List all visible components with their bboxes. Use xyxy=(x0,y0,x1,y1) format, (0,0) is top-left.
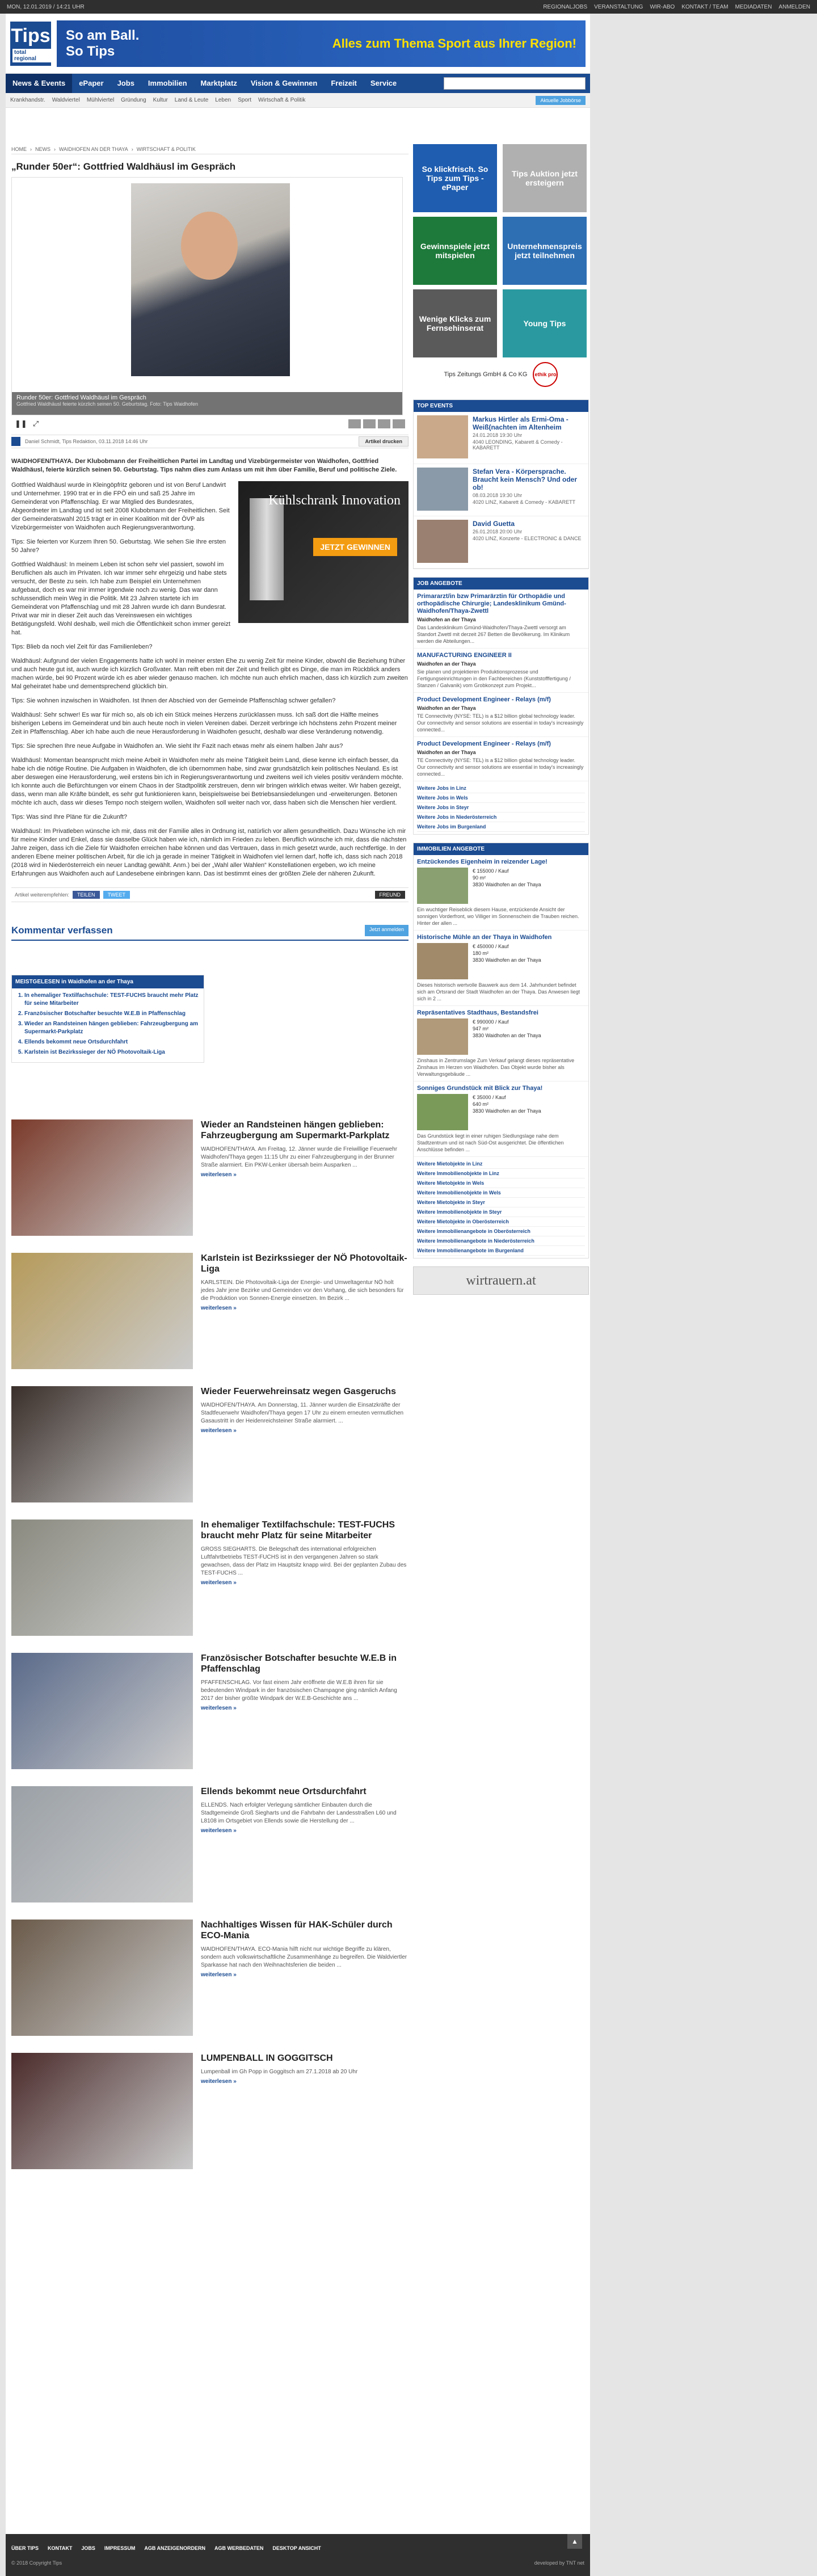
stream-text xyxy=(201,1253,408,1369)
article-paragraph: Waldhäusl: Aufgrund der vielen Engagements hatte ich wohl in meiner ersten Ehe zu wenig Zeit für meine Kinder, obwohl die Beziehung früher und auch heute gut ist, auch wurde ich kürzlich Großvater. Man reift eben mit der Zeit und freilich gibt es Dinge, die man im Rückblick anders machen würde, bei 90 Prozent würde ich es aber wieder genauso machen. Ich möchte nun auch ehrlich machen, dass ich kürzlich zum zweiten Mal geheiratet habe und dementsprechend glücklich bin. xyxy=(11,658,408,690)
job-item[interactable] xyxy=(414,693,588,737)
sidebar-ad-tile[interactable]: Unternehmenspreis jetzt teilnehmen xyxy=(503,217,587,285)
stream-thumb[interactable] xyxy=(11,1253,193,1369)
stream-text xyxy=(201,1920,408,2036)
estate-size: 180 m² xyxy=(473,950,489,956)
estate-info xyxy=(473,868,541,904)
footer-link[interactable]: JOBS xyxy=(81,2545,95,2551)
article-body xyxy=(11,481,408,878)
top-bar xyxy=(0,0,817,14)
gallery-thumbs xyxy=(348,419,405,428)
sidebar-ads xyxy=(413,144,589,357)
stream-item[interactable] xyxy=(11,1653,408,1769)
estate-title: IMMOBILIEN ANGEBOTE xyxy=(414,843,588,855)
estate-title[interactable]: Entzückendes Eigenheim in reizender Lage! xyxy=(417,858,548,865)
stream-text xyxy=(201,1786,408,1902)
read-more-link[interactable]: weiterlesen » xyxy=(201,1828,237,1834)
estate-link[interactable]: Weitere Mietobjekte in Steyr xyxy=(417,1198,585,1207)
gallery-thumb[interactable] xyxy=(363,419,376,428)
search-input[interactable] xyxy=(444,77,586,90)
inline-ad-button[interactable]: JETZT GEWINNEN xyxy=(313,538,397,556)
share-bar xyxy=(11,887,408,902)
read-more-link[interactable]: weiterlesen » xyxy=(201,1305,237,1311)
footer-link[interactable]: AGB WERBEDATEN xyxy=(214,2545,264,2551)
caption-title: Runder 50er: Gottfried Waldhäusl im Gespräch xyxy=(16,394,146,401)
estate-info xyxy=(473,1018,541,1055)
event-info xyxy=(473,415,585,460)
most-read-item[interactable]: 4. Ellends bekommt neue Ortsdurchfahrt xyxy=(24,1038,200,1046)
article-title: „Runder 50er“: Gottfried Waldhäusl im Gespräch xyxy=(11,161,236,172)
photo-caption xyxy=(12,392,402,415)
newsletter-button[interactable]: Aktuelle Jobbörse xyxy=(536,96,586,105)
estate-size: 947 m² xyxy=(473,1026,489,1032)
jobs-box xyxy=(413,577,589,835)
stream-text xyxy=(201,1119,408,1236)
portrait-face xyxy=(181,212,238,280)
date-label: MON, 12.01.2019 / 14:21 UHR xyxy=(7,3,85,10)
stream-excerpt: ELLENDS. Nach erfolgter Verlegung sämtlicher Einbauten durch die Stadtgemeinde Groß Siegharts und die Fahrbahn der Landesstraßen L60 und L8108 im Ortsgebiet von Ellends sowie die Herstellung der ... xyxy=(201,1802,397,1824)
partner-block xyxy=(413,357,589,392)
estate-link[interactable]: Weitere Mietobjekte in Wels xyxy=(417,1178,585,1188)
stream-thumb[interactable] xyxy=(11,1786,193,1902)
stream-text xyxy=(201,2053,357,2169)
breadcrumb-sep: › xyxy=(54,146,56,152)
stream-title[interactable]: In ehemaliger Textilfachschule: TEST-FUCHS braucht mehr Platz für seine Mitarbeiter xyxy=(201,1520,395,1540)
estate-link[interactable]: Weitere Immobilienobjekte in Wels xyxy=(417,1188,585,1198)
estate-item[interactable] xyxy=(414,931,588,1006)
article-photo[interactable] xyxy=(11,177,403,415)
read-more-link[interactable]: weiterlesen » xyxy=(201,1972,237,1978)
stream-thumb[interactable] xyxy=(11,1386,193,1502)
events-list xyxy=(414,412,588,569)
stream-title[interactable]: Nachhaltiges Wissen für HAK-Schüler durch ECO-Mania xyxy=(201,1920,393,1941)
nav-vision[interactable]: Vision & Gewinnen xyxy=(250,79,318,87)
subnav-item[interactable]: Krankhandstr. xyxy=(10,97,45,103)
article-paragraph: Tips: Sie wohnen inzwischen in Waidhofen. Ist Ihnen der Abschied von der Gemeinde Pfaffenschlag schwer gefallen? xyxy=(11,697,336,704)
top-links xyxy=(543,4,810,10)
footer-copy xyxy=(11,2560,584,2566)
subnav-item[interactable]: Wirtschaft & Politik xyxy=(258,97,306,103)
gallery-thumb[interactable] xyxy=(378,419,390,428)
estate-place: 3830 Waidhofen an der Thaya xyxy=(473,882,541,887)
inline-ad[interactable] xyxy=(238,481,408,623)
article-lead: WAIDHOFEN/THAYA. Der Klubobmann der Freiheitlichen Partei im Landtag und Vizebürgermeister von Waidhofen, Gottfried Waldhäusl, feierte kürzlich seinen 50. Geburtstag. Tips nahm dies zum Anlass um mit ihm über Familie, Beruf und politische Ziele. xyxy=(11,458,397,473)
nav-immobilien[interactable]: Immobilien xyxy=(148,79,187,87)
most-read-item[interactable]: 3. Wieder an Randsteinen hängen geblieben: Fahrzeugbergung am Supermarkt-Parkplatz xyxy=(24,1020,200,1036)
event-item[interactable] xyxy=(414,516,588,569)
estate-item[interactable] xyxy=(414,1081,588,1157)
nav-jobs[interactable]: Jobs xyxy=(117,79,134,87)
event-date: 24.01.2018 19:30 Uhr xyxy=(473,432,523,438)
estate-link[interactable]: Weitere Immobilienobjekte in Steyr xyxy=(417,1207,585,1217)
jobs-title: JOB ANGEBOTE xyxy=(414,578,588,590)
estate-links xyxy=(414,1157,588,1258)
footer xyxy=(6,2534,590,2576)
estate-row xyxy=(417,1018,585,1055)
estate-description: Ein wuchtiger Reiseblick diesem Hause, entzückende Ansicht der sonnigen Vorderfront, wo Villiger im Sonnenschein die Trauben reichen. Hinter der allen ... xyxy=(417,907,579,926)
job-location: Waidhofen an der Thaya xyxy=(417,750,476,755)
job-item[interactable] xyxy=(414,737,588,781)
estate-info xyxy=(473,943,541,979)
estate-price: € 990000 / Kauf xyxy=(473,1019,509,1025)
stream-item[interactable] xyxy=(11,1519,408,1636)
nav-marktplatz[interactable]: Marktplatz xyxy=(200,79,237,87)
job-link[interactable]: Weitere Jobs im Burgenland xyxy=(417,822,585,832)
estate-image[interactable] xyxy=(417,943,468,979)
event-title[interactable]: Markus Hirtler als Ermi-Oma - Weiß(nachten im Altenheim xyxy=(473,415,568,431)
estate-link[interactable]: Weitere Mietobjekte in Linz xyxy=(417,1159,585,1169)
breadcrumb-item[interactable]: NEWS xyxy=(35,146,50,152)
main-nav xyxy=(6,74,590,93)
estate-row xyxy=(417,868,585,904)
read-more-link[interactable]: weiterlesen » xyxy=(201,2078,237,2085)
subnav-item[interactable]: Kultur xyxy=(153,97,168,103)
stream-excerpt: WAIDHOFEN/THAYA. Am Donnerstag, 11. Jänner wurden die Einsatzkräfte der Stadtfeuerwehr Waidhofen/Thaya gegen 17 Uhr zu einem erneuten vermutlichen Gasaustritt in der Heidenreichsteiner Straße alarmiert. ... xyxy=(201,1402,404,1424)
estate-size: 90 m² xyxy=(473,875,486,881)
estate-link[interactable]: Weitere Immobilienangebote in Oberösterreich xyxy=(417,1227,585,1236)
footer-link[interactable]: AGB ANZEIGENORDERN xyxy=(144,2545,206,2551)
article-image xyxy=(131,183,290,376)
event-image[interactable] xyxy=(417,468,468,511)
top-events-title: TOP EVENTS xyxy=(414,400,588,412)
right-gutter xyxy=(590,14,817,2576)
estate-info xyxy=(473,1094,541,1130)
main-column xyxy=(11,144,408,2186)
subnav-item[interactable]: Waldviertel xyxy=(52,97,80,103)
pause-icon[interactable]: ❚❚ xyxy=(15,419,27,428)
stream-thumb[interactable] xyxy=(11,1920,193,2036)
breadcrumb-item[interactable]: WIRTSCHAFT & POLITIK xyxy=(136,146,196,152)
gallery-controls xyxy=(11,415,408,432)
estate-size: 640 m² xyxy=(473,1101,489,1107)
stream-item[interactable] xyxy=(11,1786,408,1902)
author-text: Daniel Schmidt, Tips Redaktion, 03.11.2018 14:46 Uhr xyxy=(25,439,148,444)
job-description: TE Connectivity (NYSE: TEL) is a $12 billion global technology leader. Our connectivity and sensor solutions are essential in today's increasingly connected... xyxy=(417,757,584,777)
event-place: 4040 LEONDING, Kabarett & Comedy - KABARETT xyxy=(473,439,563,451)
stream-text xyxy=(201,1653,408,1769)
estate-link[interactable]: Weitere Mietobjekte in Oberösterreich xyxy=(417,1217,585,1227)
top-link[interactable]: MEDIADATEN xyxy=(735,3,772,10)
job-description: Das Landesklinikum Gmünd-Waidhofen/Thaya-Zwettl versorgt am Standort Zwettl mit derzeit 267 Betten die Bevölkerung. Im Klinikum werden die Abteilungen... xyxy=(417,625,570,644)
most-read-item[interactable]: 2. Französischer Botschafter besuchte W.E.B in Pfaffenschlag xyxy=(24,1010,200,1018)
search-icon[interactable]: ⚲ xyxy=(569,79,575,87)
article-paragraph: Gottfried Waldhäusl: In meinem Leben ist schon sehr viel passiert, sowohl im Beruflichen als auch im Privaten. Ich war immer sehr ehrgeizig und habe stets versucht, der Beste zu sein. Ich habe zum Beispiel ein Unternehmen aufgebaut, doch es war mir immer irgendwie noch zu wenig. Das war dann schlussendlich mein Weg in die Politik. Mit 23 Jahren startete ich im Gemeinderat von Pfaffenschlag und mit 28 Jahren wurde ich dann Bundesrat. Privat war mir in dieser Zeit auch das Vereinswesen ein wichtiges Betätigungsfeld. Wohl deshalb, weil mich die Öffentlichkeit schon immer gereizt hat. xyxy=(11,561,231,636)
share-label: Artikel weiterempfehlen: xyxy=(15,892,70,898)
footer-link[interactable]: KONTAKT xyxy=(48,2545,73,2551)
most-read-title: MEISTGELESEN in Waidhofen an der Thaya xyxy=(12,975,204,988)
estate-item[interactable] xyxy=(414,855,588,931)
login-link[interactable]: ANMELDEN xyxy=(778,3,810,10)
job-link[interactable]: Weitere Jobs in Linz xyxy=(417,784,585,793)
stream-thumb[interactable] xyxy=(11,2053,193,2169)
top-link[interactable]: KONTAKT / TEAM xyxy=(681,3,728,10)
estate-image[interactable] xyxy=(417,868,468,904)
sidebar-ad-tile[interactable]: Gewinnspiele jetzt mitspielen xyxy=(413,217,497,285)
fullscreen-icon[interactable]: ⤢ xyxy=(32,419,39,428)
logo-subtext: total regional xyxy=(12,49,51,62)
job-link[interactable]: Weitere Jobs in Steyr xyxy=(417,803,585,813)
subnav-item[interactable]: Gründung xyxy=(121,97,146,103)
wirtrauern-banner[interactable]: wirtrauern.at xyxy=(413,1266,589,1295)
estate-description: Das Grundstück liegt in einer ruhigen Siedlungslage nahe dem Stadtzentrum und ist nach Süd-Ost ausgerichtet. Die öffentlichen Anschlüsse befinden ... xyxy=(417,1133,564,1152)
estate-title[interactable]: Sonniges Grundstück mit Blick zur Thaya! xyxy=(417,1085,543,1092)
nav-news-events[interactable]: News & Events xyxy=(6,74,72,93)
sidebar-ad-tile[interactable]: Tips Auktion jetzt ersteigern xyxy=(503,144,587,212)
estate-image[interactable] xyxy=(417,1018,468,1055)
estate-price: € 155000 / Kauf xyxy=(473,868,509,874)
event-place: 4020 LINZ, Konzerte - ELECTRONIC & DANCE xyxy=(473,536,582,541)
event-date: 26.01.2018 20:00 Uhr xyxy=(473,529,523,534)
stream-title[interactable]: Ellends bekommt neue Ortsdurchfahrt xyxy=(201,1787,367,1796)
estate-item[interactable] xyxy=(414,1006,588,1081)
event-title[interactable]: Stefan Vera - Körpersprache. Braucht kein Mensch? Und oder ob! xyxy=(473,468,578,491)
subnav-item[interactable]: Sport xyxy=(238,97,251,103)
job-description: Sie planen und projektieren Produktionsprozesse und Fertigungseinrichtungen in den Fachbereichen (Kunststofffertigung / Stanzen / Galvanik) vom Grobkonzept zum Projekt... xyxy=(417,669,571,688)
stream-item[interactable] xyxy=(11,1386,408,1502)
article-paragraph: Tips: Blieb da noch viel Zeit für das Familienleben? xyxy=(11,643,153,650)
header xyxy=(6,14,590,74)
developer-credit[interactable]: developed by TNT net xyxy=(534,2560,584,2566)
breadcrumb-item[interactable]: HOME xyxy=(11,146,27,152)
sidebar-ad-tile[interactable]: So klickfrisch. So Tips zum Tips - ePaper xyxy=(413,144,497,212)
stream-excerpt: GROSS SIEGHARTS. Die Belegschaft des international erfolgreichen Luftfahrtbetriebs TEST-FUCHS ist in den vergangenen Jahren so stark gewachsen, dass der Platz im Hauptsitz knapp wird. Bei der geplanten Zubau des TEST-FUCHS ... xyxy=(201,1546,407,1576)
sub-nav xyxy=(6,93,590,108)
comment-section xyxy=(11,925,408,941)
banner-right-text: Alles zum Thema Sport aus Ihrer Region! xyxy=(332,36,576,50)
event-date: 08.03.2018 19:30 Uhr xyxy=(473,493,523,498)
event-title[interactable]: David Guetta xyxy=(473,520,515,528)
gallery-thumb[interactable] xyxy=(348,419,361,428)
top-events-box xyxy=(413,399,589,569)
banner-left-text: So am Ball. So Tips xyxy=(66,27,140,59)
estate-place: 3830 Waidhofen an der Thaya xyxy=(473,1108,541,1114)
read-more-link[interactable]: weiterlesen » xyxy=(201,1580,237,1586)
job-location: Waidhofen an der Thaya xyxy=(417,705,476,711)
fridge-image xyxy=(250,498,284,600)
estate-link[interactable]: Weitere Immobilienangebote im Burgenland xyxy=(417,1246,585,1256)
nav-freizeit[interactable]: Freizeit xyxy=(331,79,357,87)
partner-name[interactable]: Tips Zeitungs GmbH & Co KG xyxy=(444,371,528,378)
estate-row xyxy=(417,943,585,979)
job-title[interactable]: Primararzt/in bzw Primarärztin für Orthopädie und orthopädische Chirurgie; Landesklinikum Gmünd-Waidhofen/Thaya-Zwettl xyxy=(417,593,566,614)
top-link[interactable]: VERANSTALTUNG xyxy=(594,3,643,10)
comment-title: Kommentar verfassen xyxy=(11,925,113,936)
subnav-item[interactable]: Mühlviertel xyxy=(86,97,115,103)
stream-thumb[interactable] xyxy=(11,1653,193,1769)
job-title[interactable]: Product Development Engineer - Relays (m/f) xyxy=(417,740,551,747)
read-more-link[interactable]: weiterlesen » xyxy=(201,1705,237,1711)
caption-subtitle: Gottfried Waldhäusl feierte kürzlich seinen 50. Geburtstag. Foto: Tips Waidhofen xyxy=(16,401,198,407)
estate-box xyxy=(413,843,589,1258)
stream-excerpt: PFAFFENSCHLAG. Vor fast einem Jahr eröffnete die W.E.B ihren für sie bedeutenden Windpark in der französischen Champagne ging nämlich Anfang 2017 der bisher größte Windpark der W.E.B-Geschichte ans ... xyxy=(201,1680,397,1702)
job-title[interactable]: MANUFACTURING ENGINEER II xyxy=(417,652,512,659)
stream-title[interactable]: Wieder Feuerwehreinsatz wegen Gasgeruchs xyxy=(201,1387,396,1396)
most-read-item[interactable]: 5. Karlstein ist Bezirkssieger der NÖ Photovoltaik-Liga xyxy=(24,1049,200,1057)
stream-item[interactable] xyxy=(11,1253,408,1369)
stream-text xyxy=(201,1386,408,1502)
estate-image[interactable] xyxy=(417,1094,468,1130)
article-paragraph: Tips: Was sind Ihre Pläne für die Zukunft? xyxy=(11,814,127,820)
author-avatar-icon xyxy=(11,437,20,446)
job-item[interactable] xyxy=(414,649,588,693)
stream-title[interactable]: Karlstein ist Bezirkssieger der NÖ Photovoltaik-Liga xyxy=(201,1253,407,1274)
sidebar-ad-tile[interactable]: Young Tips xyxy=(503,289,587,357)
tips-logo[interactable] xyxy=(10,22,51,66)
event-image[interactable] xyxy=(417,520,468,563)
subnav-item[interactable]: Land & Leute xyxy=(174,97,209,103)
breadcrumb xyxy=(11,144,408,154)
article-paragraph: Tips: Sie feierten vor Kurzem Ihren 50. Geburtstag. Wie sehen Sie Ihre ersten 50 Jahre? xyxy=(11,538,226,554)
most-read-item[interactable]: 1. In ehemaliger Textilfachschule: TEST-FUCHS braucht mehr Platz für seine Mitarbeiter xyxy=(24,992,200,1008)
article-paragraph: Waldhäusl: Sehr schwer! Es war für mich so, als ob ich ein Stück meines Herzens zurücklassen muss. Ich saß dort die Hälfte meines bisherigen Lebens im Gemeinderat und bin auch heute noch in vielen Vereinen dabei. Derzeit verbringe ich höchstens zehn Prozent meiner Zeit in Pfaffenschlag. Aber ich habe auch die neue Herausforderung in Waidhofen gesucht, deshalb war diese Veränderung notwendig. xyxy=(11,712,397,735)
stream-thumb[interactable] xyxy=(11,1119,193,1236)
job-item[interactable] xyxy=(414,590,588,649)
stream-excerpt: WAIDHOFEN/THAYA. Am Freitag, 12. Jänner wurde die Freiwillige Feuerwehr Waidhofen/Thaya gegen 11:15 Uhr zu einer Fahrzeugbergung in der Brunner Straße alarmiert. Ein PKW-Lenker übersah beim Ausparken ... xyxy=(201,1146,398,1168)
stream-text xyxy=(201,1519,408,1636)
event-place: 4020 LINZ, Kabarett & Comedy - KABARETT xyxy=(473,499,576,505)
back-to-top-button[interactable]: ▲ xyxy=(567,2534,582,2549)
event-item[interactable] xyxy=(414,464,588,516)
stream-excerpt: KARLSTEIN. Die Photovoltaik-Liga der Energie- und Umweltagentur NÖ holt jedes Jahr jene Bezirke und Gemeinden vor den Vorhang, die sich besonders für die Produktion von Sonnen-Energie einsetzen. Im Bezirk ... xyxy=(201,1279,404,1302)
print-button[interactable]: Artikel drucken xyxy=(359,436,408,447)
estate-title[interactable]: Repräsentatives Stadthaus, Bestandsfrei xyxy=(417,1009,538,1016)
estate-row xyxy=(417,1094,585,1130)
nav-service[interactable]: Service xyxy=(370,79,397,87)
author-line xyxy=(11,435,408,448)
event-image[interactable] xyxy=(417,415,468,458)
breadcrumb-sep: › xyxy=(131,146,133,152)
article-paragraph: Gottfried Waldhäusl wurde in Kleingöpfritz geboren und ist von Beruf Landwirt und Unternehmer. 1990 trat er in die FPÖ ein und saß 25 Jahre im Gemeinderat von Pfaffenschlag. Er war Mitglied des Bundesrates, Abgeordneter im Landtag und ist seit 2008 Klubobmann der Freiheitlichen. Seit der Gemeinderatswahl 2015 trägt er in einer Koalition mit der ÖVP als Vizebürgermeister von Waidhofen auch Regierungsverantwortung. xyxy=(11,482,230,531)
stream-item[interactable] xyxy=(11,2053,408,2169)
sidebar xyxy=(413,144,589,1295)
twitter-share-button[interactable]: TWEET xyxy=(103,891,130,899)
inline-ad-title: Kühlschrank Innovation xyxy=(268,493,401,508)
job-link[interactable]: Weitere Jobs in Niederösterreich xyxy=(417,813,585,822)
estate-link[interactable]: Weitere Immobilienangebote in Niederösterreich xyxy=(417,1236,585,1246)
read-more-link[interactable]: weiterlesen » xyxy=(201,1172,237,1178)
most-read-list xyxy=(12,988,204,1062)
header-banner-ad[interactable] xyxy=(57,20,586,67)
estate-price: € 450000 / Kauf xyxy=(473,944,509,949)
estate-title[interactable]: Historische Mühle an der Thaya in Waidhofen xyxy=(417,934,552,941)
stream-item[interactable] xyxy=(11,1119,408,1236)
logo-text: Tips xyxy=(11,24,50,47)
ethik-logo[interactable]: ethik pro xyxy=(533,362,558,387)
comment-login-button[interactable]: Jetzt anmelden xyxy=(365,925,408,936)
job-location: Waidhofen an der Thaya xyxy=(417,617,476,622)
event-item[interactable] xyxy=(414,412,588,464)
job-location: Waidhofen an der Thaya xyxy=(417,661,476,667)
job-description: TE Connectivity (NYSE: TEL) is a $12 billion global technology leader. Our connectivity and sensor solutions are essential in today's increasingly connected... xyxy=(417,713,584,733)
footer-link[interactable]: ÜBER TIPS xyxy=(11,2545,39,2551)
facebook-share-button[interactable]: TEILEN xyxy=(73,891,100,899)
breadcrumb-sep: › xyxy=(30,146,32,152)
copyright: © 2018 Copyright Tips xyxy=(11,2560,62,2566)
most-read-box xyxy=(11,975,204,1063)
event-info xyxy=(473,520,582,565)
estate-description: Dieses historisch wertvolle Bauwerk aus dem 14. Jahrhundert befindet sich am Ortsrand der Stadt Waidhofen an der Thaya. Das Anwesen liegt sich in 2 ... xyxy=(417,982,580,1001)
news-stream xyxy=(11,1119,408,2169)
read-more-link[interactable]: weiterlesen » xyxy=(201,1428,237,1434)
top-link[interactable]: REGIONALJOBS xyxy=(543,3,588,10)
job-links xyxy=(414,781,588,834)
top-link[interactable]: WIR-ABO xyxy=(650,3,675,10)
nav-epaper[interactable]: ePaper xyxy=(79,79,104,87)
footer-link[interactable]: DESKTOP ANSICHT xyxy=(272,2545,321,2551)
estate-price: € 35000 / Kauf xyxy=(473,1095,506,1100)
page-content xyxy=(6,14,590,2576)
event-info xyxy=(473,468,585,512)
estate-list xyxy=(414,855,588,1157)
gallery-thumb[interactable] xyxy=(393,419,405,428)
stream-item[interactable] xyxy=(11,1920,408,2036)
job-link[interactable]: Weitere Jobs in Wels xyxy=(417,793,585,803)
footer-link[interactable]: IMPRESSUM xyxy=(104,2545,136,2551)
estate-place: 3830 Waidhofen an der Thaya xyxy=(473,957,541,963)
estate-link[interactable]: Weitere Immobilienobjekte in Linz xyxy=(417,1169,585,1178)
breadcrumb-item[interactable]: WAIDHOFEN AN DER THAYA xyxy=(59,146,128,152)
sidebar-ad-tile[interactable]: Wenige Klicks zum Fernsehinserat xyxy=(413,289,497,357)
stream-excerpt: WAIDHOFEN/THAYA. ECO-Mania hilft nicht nur wichtige Begriffe zu klären, sondern auch volkswirtschaftliche Zusammenhänge zu begreifen. Die Waldviertler Sparkasse hat nach den Weihnachtsferien die beiden ... xyxy=(201,1946,407,1968)
send-friend-button[interactable]: FREUND xyxy=(375,891,406,899)
article-paragraph: Waldhäusl: Im Privatleben wünsche ich mir, dass mit der Familie alles in Ordnung ist, natürlich vor allem gesundheitlich. Dazu Wünsche ich mir für meine Kinder und Enkel, dass sie dasselbe Glück haben wie ich, nämlich im Frieden zu leben. Beruflich wünsche ich mir, dass die nächsten Jahre zeigen, dass ich die Ziele für Waidhofen erreichen habe können und das Vertrauen, dass in mich gesetzt wurde, auch rechtfertige. In der anderen Ebene meiner politischen Arbeit, für die ich ja gerade in meiner Tätigkeit in Waidhofen viel lernen darf, hoffe ich, dass sich nach 2018 (2018 wird in Niederösterreich ein neuer Landtag gewählt. Anm.) bei der „Wahl aller Wahlen“ Konstellationen ergeben, wo ich meine Erfahrungen aus Waidhofen auch auf Landesebene einbringen kann. Das ist bestimmt eines der größten Ziele der näheren Zukunft. xyxy=(11,828,407,877)
estate-place: 3830 Waidhofen an der Thaya xyxy=(473,1033,541,1038)
stream-thumb[interactable] xyxy=(11,1519,193,1636)
stream-title[interactable]: Französischer Botschafter besuchte W.E.B in Pfaffenschlag xyxy=(201,1653,397,1674)
footer-links xyxy=(11,2545,584,2551)
stream-title[interactable]: Wieder an Randsteinen hängen geblieben: Fahrzeugbergung am Supermarkt-Parkplatz xyxy=(201,1120,390,1140)
job-title[interactable]: Product Development Engineer - Relays (m/f) xyxy=(417,696,551,703)
stream-excerpt: Lumpenball im Gh Popp in Goggitsch am 27.1.2018 ab 20 Uhr xyxy=(201,2069,358,2075)
subnav-item[interactable]: Leben xyxy=(215,97,231,103)
stream-title[interactable]: LUMPENBALL IN GOGGITSCH xyxy=(201,2053,333,2063)
article-paragraph: Waldhäusl: Momentan beansprucht mich meine Arbeit in Waidhofen mehr als meine Tätigkeit beim Land, diese kenne ich einfach besser, da habe ich die nötige Routine. Die Aufgaben in Waidhofen, die ich übernommen habe, sind zwar grundsätzlich kein politisches Neuland. Es ist aber deswegen eine Herausforderung, weil erstens bin ich in Regierungsverantwortung und zweitens weil ich vieles positiv verändern möchte. Ich konnte auch die Befürchtungen vor einem Chaos in der Stadtpolitik zerstreuen, denn wir bringen wirklich etwas weiter. Wir haben gezeigt, dass, wenn man alle Kräfte bündelt, es sehr gut funktionieren kann, beispielsweise bei Betriebsansiedelungen und -erweiterungen. Betonen möchte ich auch, dass wir dieses Tempo noch steigern wollen, Waidhofen soll weiter nach vor, dass haben sich die Menschen hier verdient. xyxy=(11,757,403,806)
jobs-list xyxy=(414,590,588,781)
estate-description: Zinshaus in Zentrumslage Zum Verkauf gelangt dieses repräsentative Zinshaus im Herzen von Waidhofen. Das Objekt wurde bisher als Verwaltungsgebäude ... xyxy=(417,1058,575,1077)
article-paragraph: Tips: Sie sprechen Ihre neue Aufgabe in Waidhofen an. Wie sieht Ihr Fazit nach etwas mehr als einem halben Jahr aus? xyxy=(11,743,343,750)
